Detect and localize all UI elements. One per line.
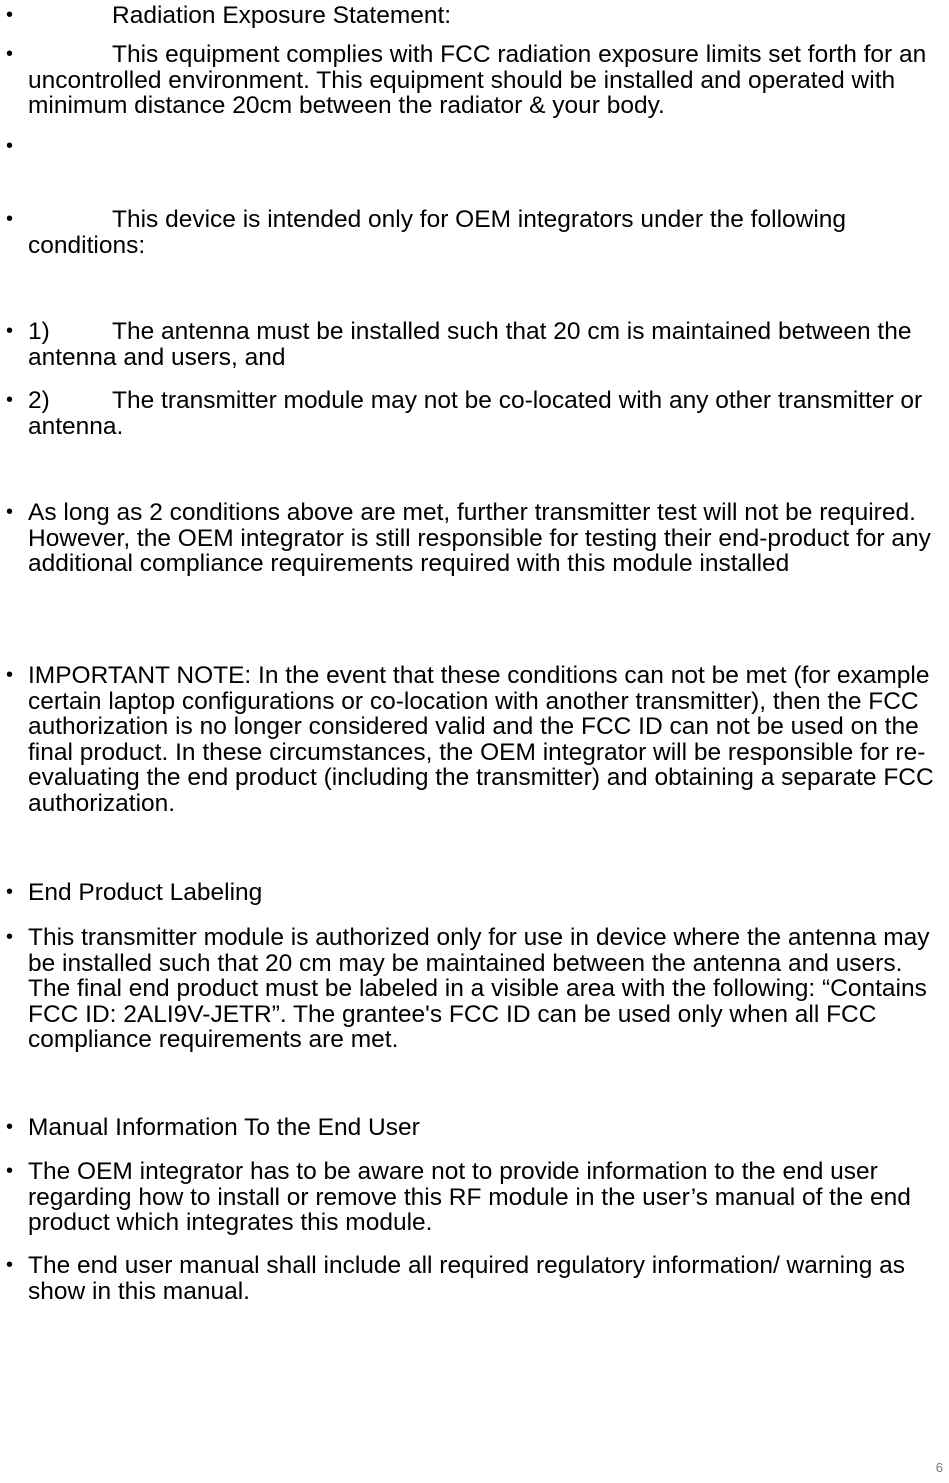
list-item [6, 134, 938, 160]
page-number: 6 [935, 1460, 943, 1475]
paragraph-text: The end user manual shall include all required regulatory information/ warning as show in this manual. [28, 1252, 912, 1305]
list-item [6, 662, 941, 817]
paragraph-text: 2) The transmitter module may not be co-located with any other transmitter or antenna. [28, 387, 930, 440]
radiation-exposure-heading: Radiation Exposure Statement: [112, 2, 452, 29]
list-item [6, 388, 938, 439]
list-item [6, 42, 938, 119]
list-item [6, 1115, 938, 1141]
list-item [6, 1253, 938, 1304]
paragraph-text [28, 3, 938, 29]
bullet: • [6, 1160, 14, 1182]
bullet: • [6, 1116, 14, 1138]
list-item [6, 500, 938, 577]
paragraph-text: This device is intended only for OEM integrators under the following conditions: [28, 206, 853, 259]
paragraph-text: This transmitter module is authorized only for use in device where the antenna may be installed such that 20 cm may be maintained between the antenna and users. The final end product must be labeled in a visible area with the following: “Contains FCC ID: 2ALI9V-JETR”. The grantee's FCC ID can be used only when all FCC compliance requirements are met. [28, 924, 937, 1054]
list-item [6, 207, 938, 258]
section-heading: End Product Labeling [28, 879, 263, 906]
bullet: • [6, 501, 14, 523]
bullet: • [6, 208, 14, 230]
bullet: • [6, 881, 14, 903]
bullet: • [6, 4, 14, 26]
paragraph-text: 1) The antenna must be installed such that 20 cm is maintained between the antenna and users, and [28, 318, 919, 371]
paragraph-text: The OEM integrator has to be aware not to provide information to the end user regarding how to install or remove this RF module in the user’s manual of the end product which integrates this module. [28, 1158, 918, 1237]
bullet: • [6, 135, 14, 157]
paragraph-text: IMPORTANT NOTE: In the event that these conditions can not be met (for example certain laptop configurations or co-location with another transmitter), then the FCC authorization is no longer considered valid and the FCC ID can not be used on the final product. In these circumstances, the OEM integrator will be responsible for re-evaluating the end product (including the transmitter) and obtaining a separate FCC authorization. [28, 662, 941, 817]
condition-number: 2) [28, 387, 50, 414]
list-item [6, 880, 938, 906]
list-item [6, 1159, 938, 1236]
paragraph-text: This equipment complies with FCC radiation exposure limits set forth for an uncontrolled environment. This equipment should be installed and operated with minimum distance 20cm between the radiator & your body. [28, 41, 934, 120]
bullet: • [6, 43, 14, 65]
paragraph-text: As long as 2 conditions above are met, further transmitter test will not be required. However, the OEM integrator is still responsible for testing their end-product for any additional compliance requirements required with this module installed [28, 499, 938, 578]
condition-number: 1) [28, 318, 50, 345]
bullet: • [6, 664, 14, 686]
bullet: • [6, 320, 14, 342]
section-heading: Manual Information To the End User [28, 1114, 420, 1141]
list-item [6, 925, 938, 1053]
bullet: • [6, 389, 14, 411]
bullet: • [6, 926, 14, 948]
list-item [6, 319, 938, 370]
bullet: • [6, 1254, 14, 1276]
list-item [6, 3, 938, 29]
